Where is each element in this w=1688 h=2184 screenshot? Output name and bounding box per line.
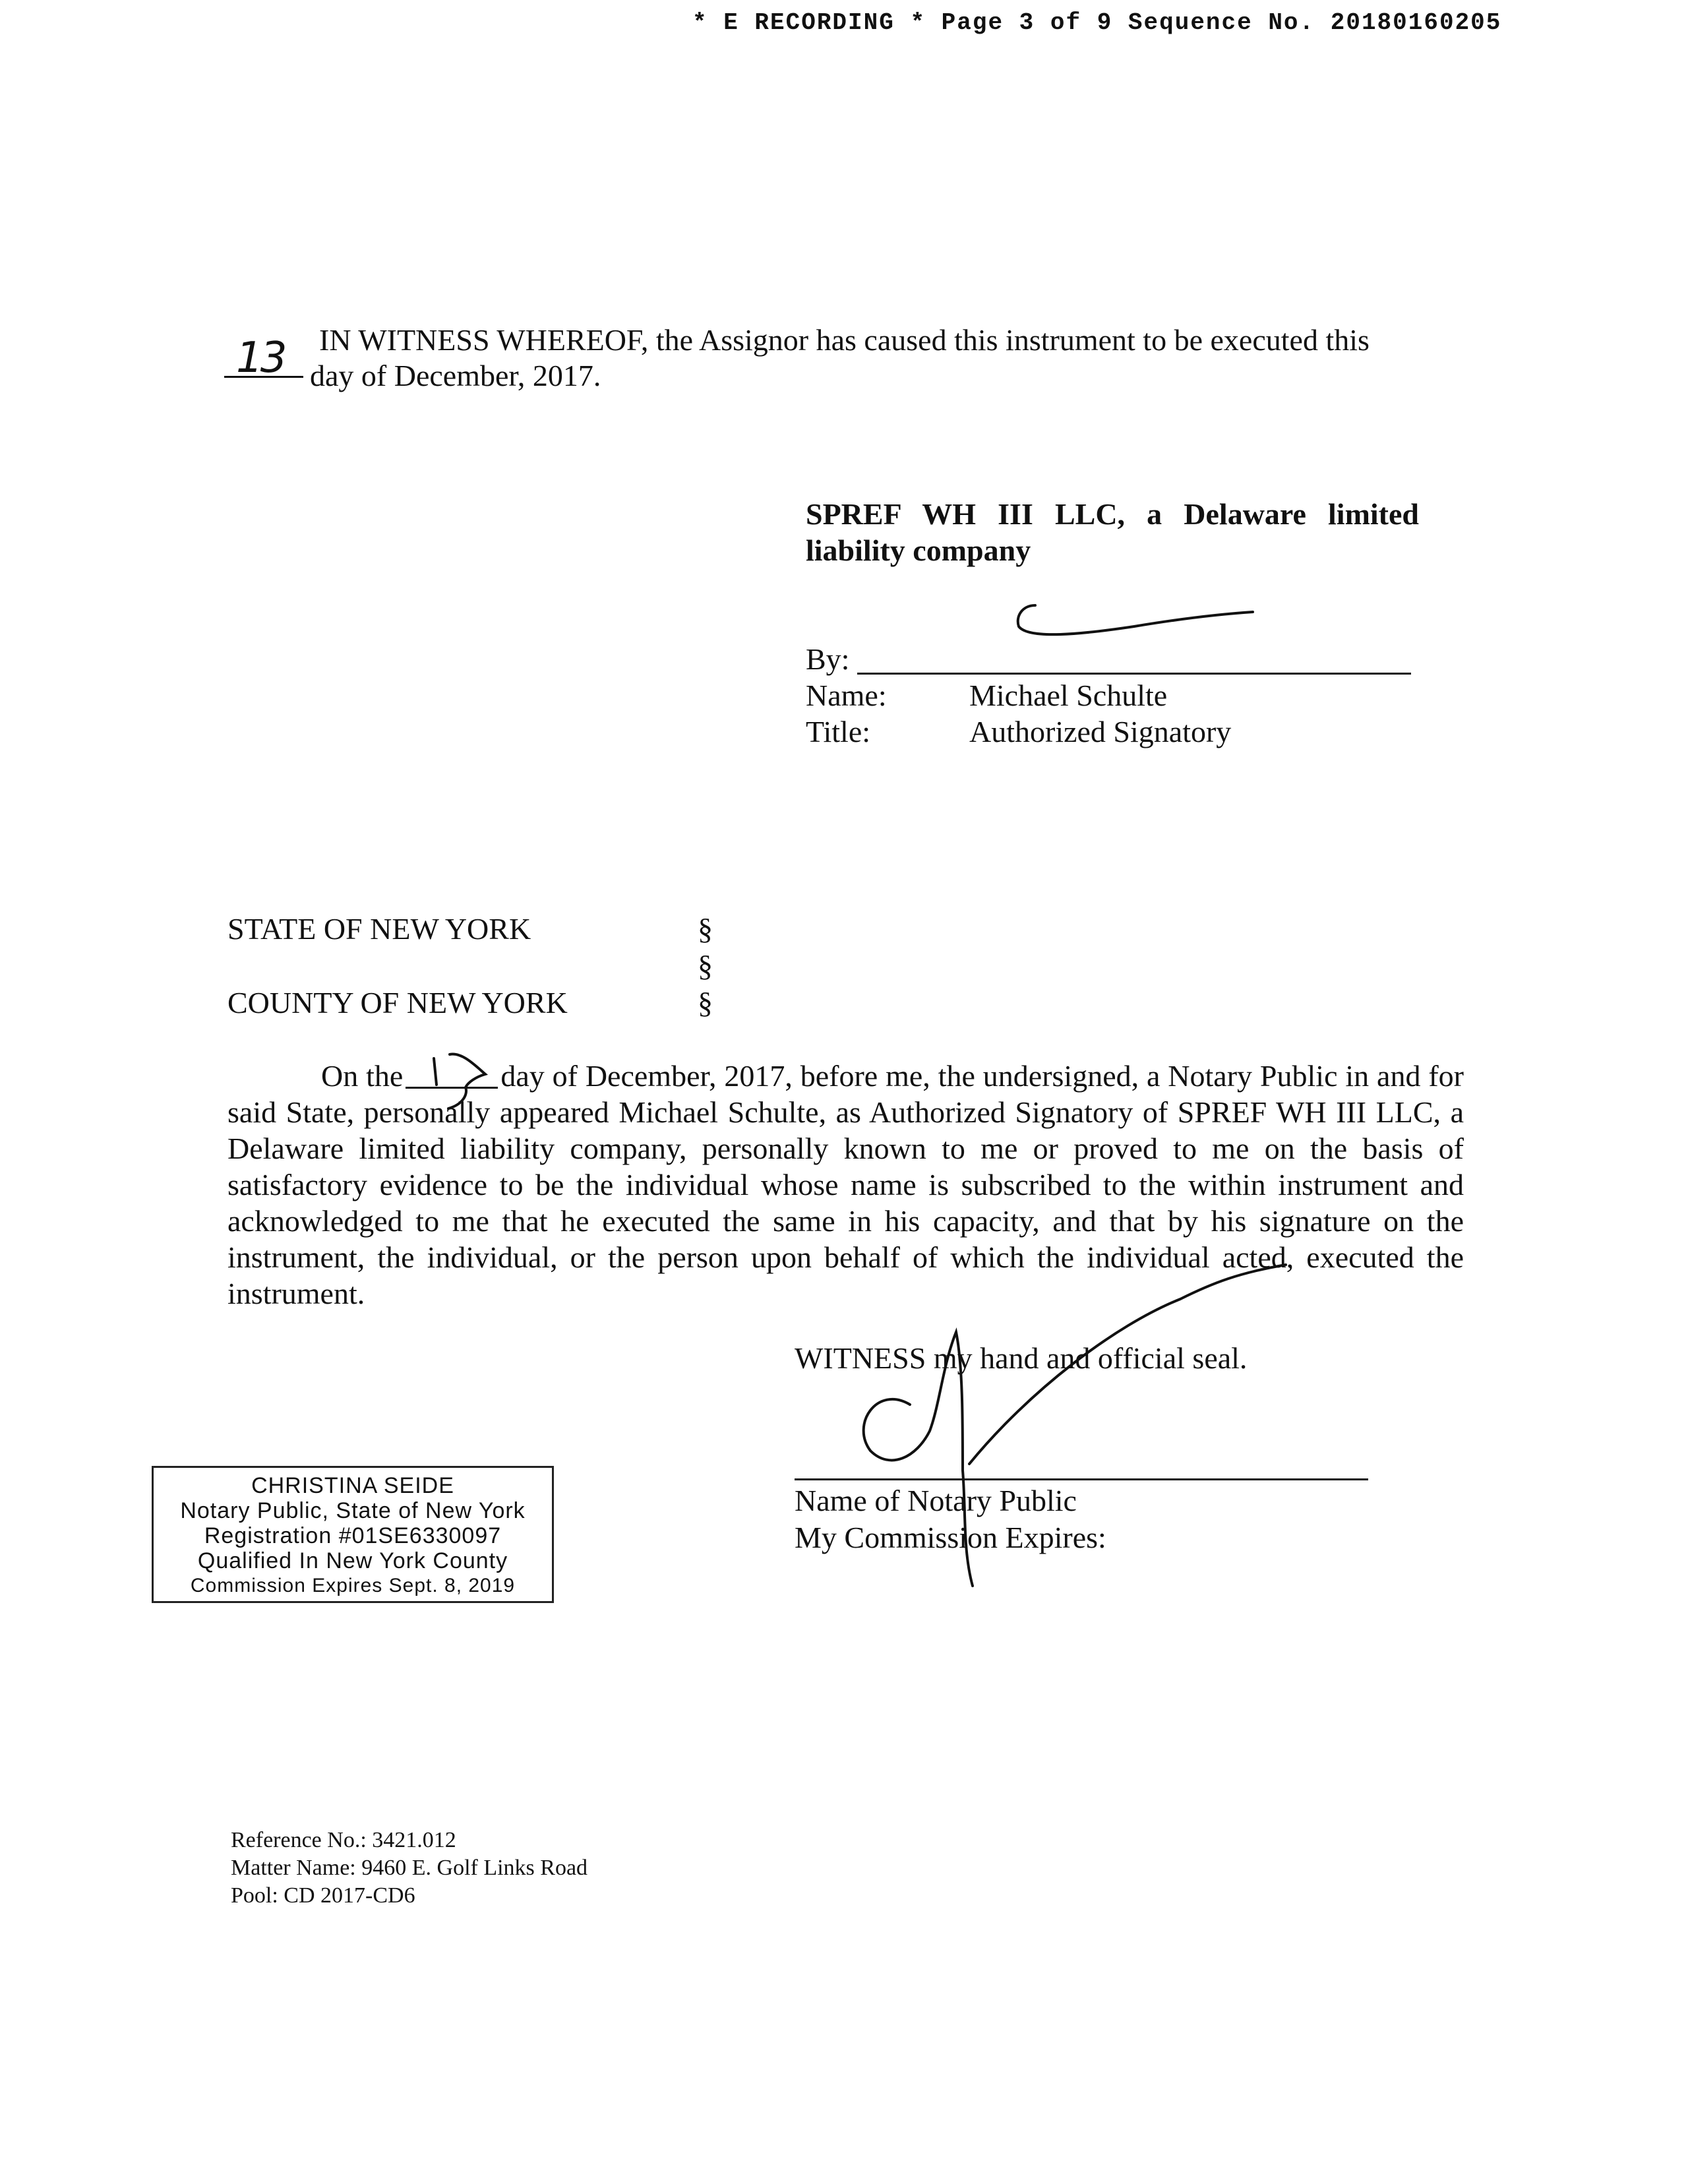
stamp-line-registration: Registration #01SE6330097 [204,1523,502,1548]
name-label: Name: [806,679,887,712]
handwritten-ack-day [422,1045,514,1111]
acknowledgment-body: day of December, 2017, before me, the undersigned, a Notary Public in and for said State, personally appeared Michael Schulte, as Authorized Signatory of SPREF WH III LLC, a Delaware limited liability company, personally known to me or proved to me on the basis of satisfactory evidence to be the individual whose name is subscribed to the within instrument and acknowledged to me that he executed the same in his capacity, and that by his signature on the instrument, the individual, or the person upon behalf of which the individual acted, executed the instrument. [227,1059,1464,1310]
witness-clause-line2: day of December, 2017. [310,359,601,392]
section-mark-2: § [698,949,713,983]
company-signature [1002,600,1266,653]
notary-name-label: Name of Notary Public [795,1484,1077,1517]
day-blank [224,334,303,382]
pool-name: Pool: CD 2017-CD6 [231,1883,415,1908]
matter-name: Matter Name: 9460 E. Golf Links Road [231,1856,588,1880]
entity-name: SPREF WH III LLC, a Delaware limited liability company [806,497,1419,567]
venue-state: STATE OF NEW YORK [227,912,531,946]
handwritten-day: 13 [236,334,285,382]
acknowledgment-lead: On the [321,1059,404,1093]
stamp-line-name: CHRISTINA SEIDE [251,1473,454,1498]
signature-line [857,673,1411,675]
section-mark-3: § [698,986,713,1019]
section-mark-1: § [698,912,713,946]
stamp-line-title: Notary Public, State of New York [180,1498,526,1523]
signer-title: Authorized Signatory [969,715,1232,748]
title-label: Title: [806,715,871,748]
witness-seal-line: WITNESS my hand and official seal. [795,1341,1248,1375]
notary-stamp [152,1466,554,1603]
venue-county: COUNTY OF NEW YORK [227,986,568,1019]
commission-expires-label: My Commission Expires: [795,1521,1106,1554]
witness-clause-line1: IN WITNESS WHEREOF, the Assignor has caused this instrument to be executed this [319,323,1370,357]
notary-signature [831,1253,1345,1596]
signer-name: Michael Schulte [969,679,1168,712]
by-label: By: [806,642,850,676]
stamp-line-county: Qualified In New York County [197,1548,508,1573]
reference-block [231,1827,588,1910]
recording-header: * E RECORDING * Page 3 of 9 Sequence No. 20180160205 [692,9,1502,36]
stamp-line-expiry: Commission Expires Sept. 8, 2019 [190,1575,516,1596]
reference-number: Reference No.: 3421.012 [231,1828,456,1852]
